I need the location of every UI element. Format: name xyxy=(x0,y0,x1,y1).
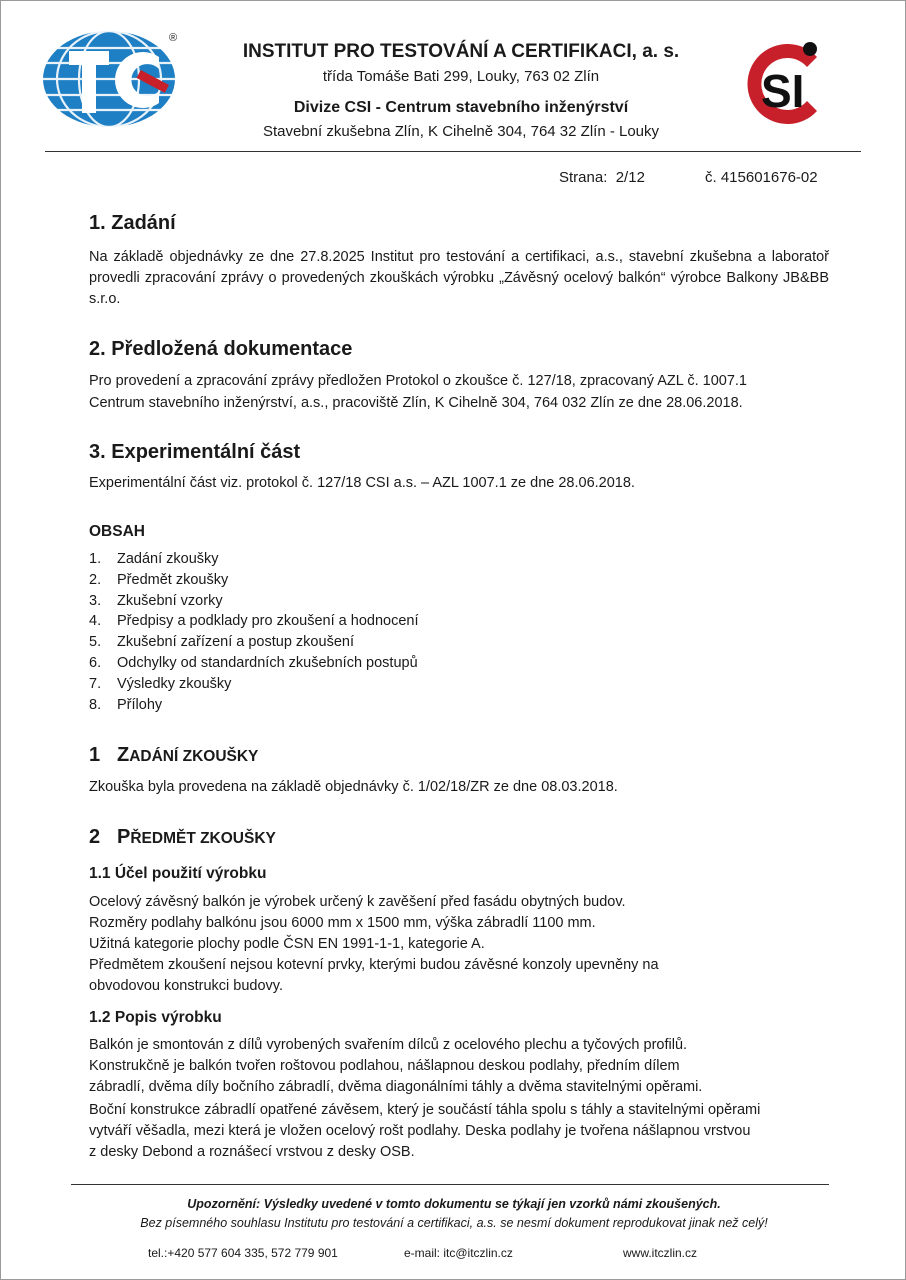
section-1-text: Na základě objednávky ze dne 27.8.2025 Institut pro testování a certifikaci, a.s., stavební zkušebna a laboratoř provedli zpracování zprávy o provedených zkouškách výrobku „Závěsný ocelový balkón“ výrobce Balkony JB&BB s.r.o. xyxy=(89,249,829,307)
page-number: Strana: 2/12 xyxy=(559,169,645,186)
subsection-1-1-line: Předmětem zkoušení nejsou kotevní prvky, kterými budou závěsné konzoly upevněny na xyxy=(89,957,659,973)
list-item: 7. Výsledky zkoušky xyxy=(89,675,232,692)
svg-text:®: ® xyxy=(169,32,178,44)
subsection-1-1-line: Užitná kategorie plochy podle ČSN EN 1991-1-1, kategorie A. xyxy=(89,936,485,952)
zadani-text: Zkouška byla provedena na základě objednávky č. 1/02/18/ZR ze dne 08.03.2018. xyxy=(89,779,618,795)
subsection-1-1-line: Rozměry podlahy balkónu jsou 6000 mm x 1500 mm, výška zábradlí 1100 mm. xyxy=(89,915,596,931)
subsection-1-2-line: Boční konstrukce zábradlí opatřené závěsem, který je součástí táhla spolu s táhly a stavitelnými opěrami xyxy=(89,1102,761,1118)
section-1-heading: 1. Zadání xyxy=(89,212,176,234)
document-number: č. 415601676-02 xyxy=(705,169,818,186)
institute-name: INSTITUT PRO TESTOVÁNÍ A CERTIFIKACI, a. s. xyxy=(242,41,680,62)
subsection-1-1-line: Ocelový závěsný balkón je výrobek určený k zavěšení před fasádu obytných budov. xyxy=(89,894,626,910)
csi-logo-text: SI xyxy=(761,65,805,117)
header-divider xyxy=(45,151,861,152)
zadani-heading: 1 ZADÁNÍ ZKOUŠKY xyxy=(89,744,259,766)
footer-email: e-mail: itc@itczlin.cz xyxy=(404,1246,513,1260)
footer-divider xyxy=(71,1184,829,1185)
subsection-1-2-line: z desky Debond a roznášecí vrstvou z desky OSB. xyxy=(89,1144,415,1160)
subsection-1-2-line: vytváří věšadla, mezi která je vložen ocelový rošt podlahy. Deska podlahy je tvořena nášlapnou vrstvou xyxy=(89,1123,751,1139)
itc-logo xyxy=(41,27,181,129)
subsection-1-2-heading: 1.2 Popis výrobku xyxy=(89,1009,222,1026)
csi-logo xyxy=(739,37,831,129)
footer-web[interactable]: www.itczlin.cz xyxy=(623,1246,698,1260)
obsah-list xyxy=(89,551,418,717)
subsection-1-2-line: Balkón je smontován z dílů vyrobených svařením dílců z ocelového plechu a tyčových profilů. xyxy=(89,1037,688,1053)
division-name: Divize CSI - Centrum stavebního inženýrství xyxy=(293,99,629,116)
footer-phone: tel.:+420 577 604 335, 572 779 901 xyxy=(148,1246,338,1260)
list-item: 4. Předpisy a podklady pro zkoušení a hodnocení xyxy=(89,613,419,630)
lab-address: Stavební zkušebna Zlín, K Cihelně 304, 764 32 Zlín - Louky xyxy=(262,123,660,140)
subsection-1-1-heading: 1.1 Účel použití výrobku xyxy=(89,865,267,882)
predmet-heading: 2 PŘEDMĚT ZKOUŠKY xyxy=(89,826,276,848)
list-item: 8. Přílohy xyxy=(89,696,163,713)
list-item: 1. Zadání zkoušky xyxy=(89,551,219,567)
list-item: 2. Předmět zkoušky xyxy=(89,571,229,588)
section-2-line-1: Pro provedení a zpracování zprávy předložen Protokol o zkoušce č. 127/18, zpracovaný AZL č. 1007.1 xyxy=(89,373,747,389)
list-item: 3. Zkušební vzorky xyxy=(89,592,223,609)
footer-copyright: Bez písemného souhlasu Institutu pro testování a certifikaci, a.s. se nesmí dokument reprodukovat jinak než celý! xyxy=(140,1216,768,1230)
obsah-title: OBSAH xyxy=(89,523,145,540)
list-item: 6. Odchylky od standardních zkušebních postupů xyxy=(89,654,418,671)
footer-warning: Upozornění: Výsledky uvedené v tomto dokumentu se týkají jen vzorků námi zkoušených. xyxy=(187,1197,721,1211)
institute-address: třída Tomáše Bati 299, Louky, 763 02 Zlín xyxy=(322,68,600,85)
section-2-heading: 2. Předložená dokumentace xyxy=(89,338,353,360)
list-item: 5. Zkušební zařízení a postup zkoušení xyxy=(89,634,354,651)
section-3-heading: 3. Experimentální část xyxy=(89,441,301,463)
subsection-1-2-line: Konstrukčně je balkón tvořen roštovou podlahou, nášlapnou deskou podlahy, předním dílem xyxy=(89,1058,680,1074)
section-3-text: Experimentální část viz. protokol č. 127/18 CSI a.s. – AZL 1007.1 ze dne 28.06.2018. xyxy=(89,475,635,491)
subsection-1-2-line: zábradlí, dvěma díly bočního zábradlí, dvěma diagonálními táhly a dvěma stavitelnými opěrami. xyxy=(89,1079,703,1095)
section-2-line-2: Centrum stavebního inženýrství, a.s., pracoviště Zlín, K Cihelně 304, 764 032 Zlín ze dne 28.06.2018. xyxy=(89,395,743,411)
subsection-1-1-line: obvodovou konstrukci budovy. xyxy=(89,978,283,994)
